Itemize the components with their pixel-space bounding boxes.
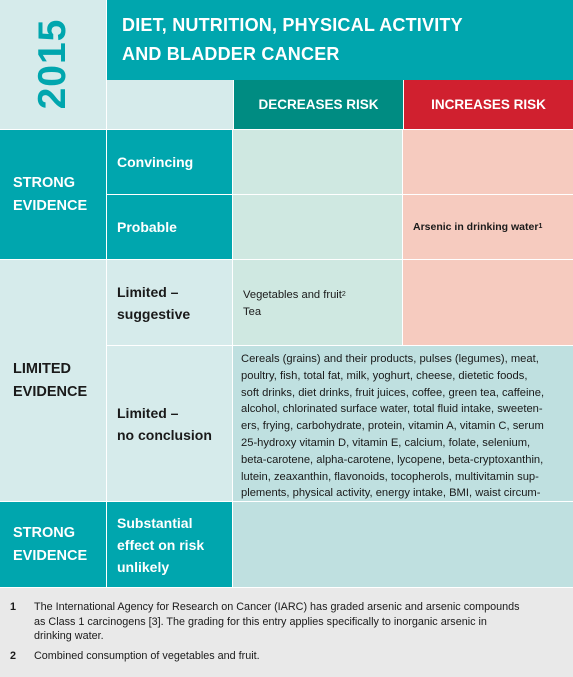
group-label-line: EVIDENCE — [13, 547, 88, 564]
group-label-line: EVIDENCE — [13, 197, 88, 214]
column-header-increases-risk: INCREASES RISK — [403, 80, 573, 130]
footnote-1: 1 The International Agency for Research on Cancer (IARC) has graded arsenic and arsenic compounds as Class 1 carcinogens [3]. The grading for this entry applies specifically to inorganic arsenic in drinking water. — [10, 601, 520, 642]
row-label-convincing: Convincing — [107, 130, 233, 195]
group-label-line: EVIDENCE — [13, 383, 88, 400]
cell-convincing-increases — [403, 130, 573, 195]
column-header-decreases-risk: DECREASES RISK — [233, 80, 403, 130]
list-item: Tea — [243, 306, 262, 318]
arsenic-entry: Arsenic in drinking water — [413, 221, 539, 233]
title-line-2: AND BLADDER CANCER — [122, 44, 340, 64]
page-title — [107, 0, 573, 80]
cell-probable-increases — [403, 195, 573, 260]
list-item: Vegetables and fruit$^2$ — [243, 289, 346, 301]
year-panel — [0, 0, 107, 130]
group-limited-evidence — [0, 260, 107, 502]
cell-convincing-decreases — [233, 130, 403, 195]
group-label-line: STRONG — [13, 524, 76, 541]
row-label-substantial-effect-unlikely: Substantial effect on risk unlikely — [107, 502, 233, 588]
cell-limited-suggestive-decreases — [233, 260, 403, 346]
footnote-ref: 1 — [538, 222, 543, 230]
group-label-line: STRONG — [13, 174, 76, 191]
row-label-limited-suggestive: Limited – suggestive — [107, 260, 233, 346]
group-strong-evidence — [0, 130, 107, 260]
title-line-1: DIET, NUTRITION, PHYSICAL ACTIVITY — [122, 15, 463, 35]
footnote-2: 2 Combined consumption of vegetables and fruit. — [10, 649, 260, 662]
header-spacer — [107, 80, 233, 130]
group-label-line: LIMITED — [13, 360, 71, 377]
year-label: 2015 — [31, 18, 74, 110]
group-strong-evidence-unlikely — [0, 502, 107, 588]
cell-probable-decreases — [233, 195, 403, 260]
footnotes — [0, 588, 573, 677]
row-label-probable: Probable — [107, 195, 233, 260]
cell-limited-suggestive-increases — [403, 260, 573, 346]
cell-limited-no-conclusion: Cereals (grains) and their products, pulses (legumes), meat, poultry, fish, total fat, milk, yoghurt, cheese, dietetic foods, soft drinks, diet drinks, fruit juices, coffee, green tea, caffeine, alcohol, chlorinated surface water, total fluid intake, sweeten- ers, frying, carbohydrate, protein, vitamin A, vitamin C, serum 25-hydroxy vitamin D, vitamin E, calcium, folate, selenium, beta-carotene, alpha-carotene, lycopene, beta-cryptoxanthin, lutein, zeaxanthin, flavonoids, tocopherols, multivitamin sup- plements, physical activity, energy intake, BMI, waist circum- — [233, 346, 573, 502]
row-label-limited-no-conclusion: Limited – no conclusion — [107, 346, 233, 502]
cell-substantial-effect-unlikely — [233, 502, 573, 588]
